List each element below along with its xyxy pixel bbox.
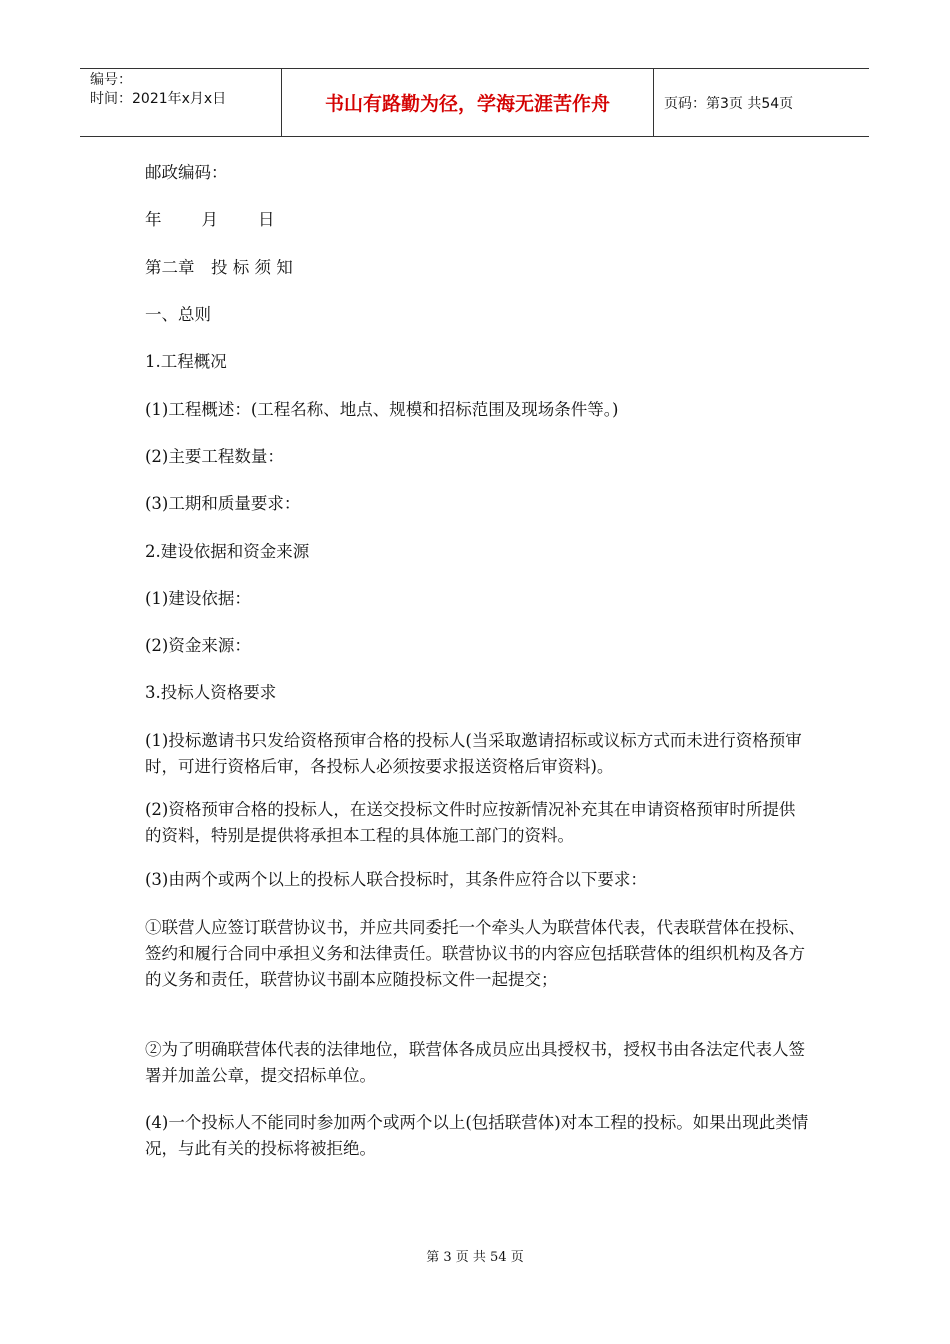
subsection-heading: 2.建设依据和资金来源 bbox=[145, 542, 310, 561]
chapter-title: 第二章 投 标 须 知 bbox=[145, 258, 293, 277]
subsection-heading: 3.投标人资格要求 bbox=[145, 683, 277, 702]
header-page-info: 页码：第3页 共54页 bbox=[664, 95, 794, 112]
paragraph: (3)工期和质量要求： bbox=[145, 494, 301, 513]
header-meta bbox=[90, 71, 226, 109]
section-heading: 一、总则 bbox=[145, 305, 211, 324]
subsection-heading: 1.工程概况 bbox=[145, 352, 227, 371]
page-header bbox=[80, 68, 869, 137]
paragraph: (1)建设依据： bbox=[145, 589, 251, 608]
date-day: 日 bbox=[258, 210, 275, 229]
paragraph: (2)主要工程数量： bbox=[145, 447, 284, 466]
paragraph: (3)由两个或两个以上的投标人联合投标时，其条件应符合以下要求： bbox=[145, 870, 647, 889]
paragraph: (2)资格预审合格的投标人，在送交投标文件时应按新情况补充其在申请资格预审时所提供的资料，特别是提供将承担本工程的具体施工部门的资料。 bbox=[145, 800, 796, 845]
time-label: 时间：2021年x月x日 bbox=[90, 91, 227, 107]
paragraph: (4)一个投标人不能同时参加两个或两个以上(包括联营体)对本工程的投标。如果出现此类情况，与此有关的投标将被拒绝。 bbox=[145, 1113, 809, 1158]
postal-code-line: 邮政编码： bbox=[145, 163, 228, 182]
header-motto: 书山有路勤为径，学海无涯苦作舟 bbox=[324, 93, 610, 115]
paragraph: (1)投标邀请书只发给资格预审合格的投标人(当采取邀请招标或议标方式而未进行资格预审时，可进行资格后审，各投标人必须按要求报送资格后审资料)。 bbox=[145, 731, 802, 776]
paragraph: (2)资金来源： bbox=[145, 636, 251, 655]
paragraph: ①联营人应签订联营协议书，并应共同委托一个牵头人为联营体代表，代表联营体在投标、签约和履行合同中承担义务和法律责任。联营协议书的内容应包括联营体的组织机构及各方的义务和责任，联营协议书副本应随投标文件一起提交； bbox=[145, 918, 805, 989]
date-year: 年 bbox=[145, 210, 162, 229]
number-label: 编号： bbox=[90, 72, 132, 88]
paragraph: ②为了明确联营体代表的法律地位，联营体各成员应出具授权书，授权书由各法定代表人签署并加盖公章，提交招标单位。 bbox=[145, 1040, 805, 1085]
date-month: 月 bbox=[201, 210, 218, 229]
date-line bbox=[145, 207, 810, 233]
header-divider bbox=[653, 69, 654, 136]
page-footer: 第 3 页 共 54 页 bbox=[426, 1250, 524, 1265]
paragraph: (1)工程概述：(工程名称、地点、规模和招标范围及现场条件等。) bbox=[145, 400, 619, 419]
